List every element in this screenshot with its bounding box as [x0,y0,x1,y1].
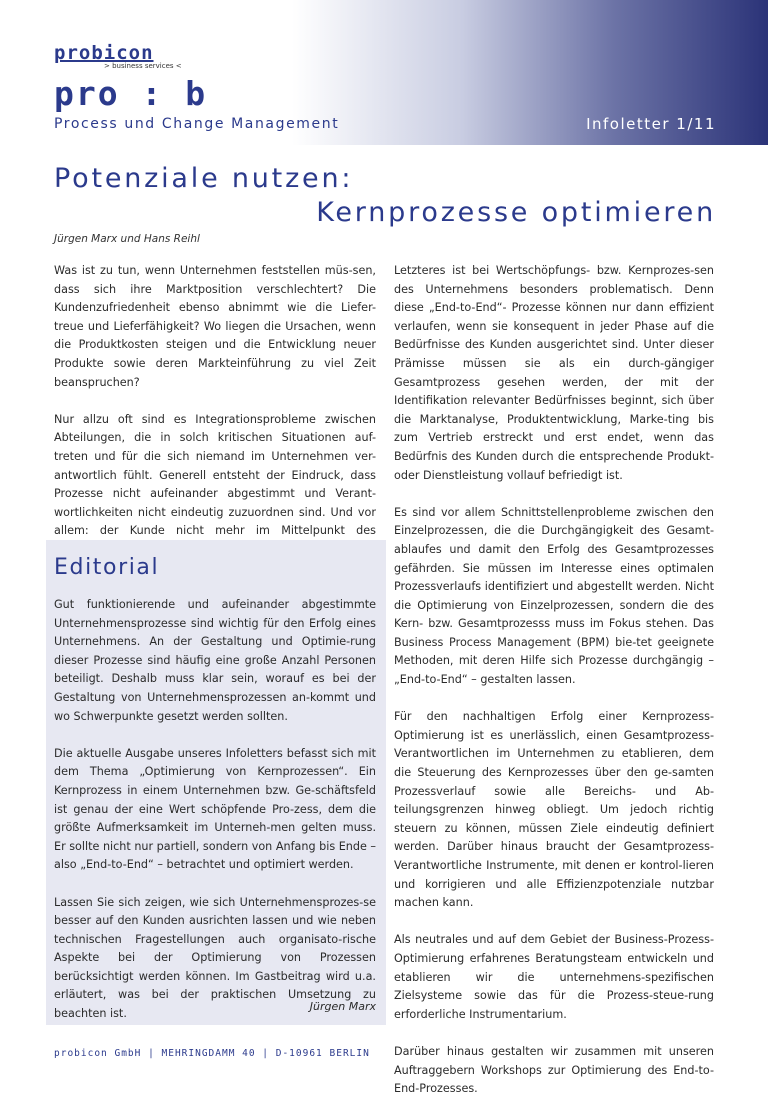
article-headline [54,162,716,230]
article-paragraph: Nur allzu oft sind es Integrationsprobleme zwischen Abteilungen, die in solch kritischen Situationen auf-treten und für die sich niemand im Unternehmen ver-antwortlich fühlt. Generell entsteht der Eindruck, dass Prozesse nicht aufeinander abgestimmt und Verant-wortlichkeiten nicht eindeutig zuzuordnen sind. Und vor allem: der Kunde nicht mehr im Mittelpunkt des [54,412,376,538]
article-right-column [394,262,714,1117]
issue-label: Infoletter 1/11 [586,115,716,133]
article-paragraph: Es sind vor allem Schnittstellenprobleme zwischen den Einzelprozessen, die die Durchgängigkeit des Gesamt-ablaufes und damit den Erfolg des Gesamtprozesses gefährden. Sie müssen im Interesse eines optimalen Prozessverlaufs identifiziert und abgestellt werden. Nicht die Optimierung von Einzelprozessen, sondern die des Kern- bzw. Gesamtprozesss muss im Fokus stehen. Das Business Process Management (BPM) bie-tet geeignete Methoden, mit deren Hilfe sich Prozesse durchgängig – „End-to-End“ – gestalten lassen. [394,505,714,687]
article-paragraph: Letzteres ist bei Wertschöpfungs- bzw. Kernprozes-sen des Unternehmens besonders problematisch. Denn diese „End-to-End“- Prozesse können nur dann effizient verlaufen, wenn sie konsequent in jeder Phase auf die Bedürfnisse des Kunden ausgerichtet sind. Unter dieser Prämisse müssen sie als ein durch-gängiger Gesamtprozess gesehen werden, der mit der Identifikation relevanter Bedürfnisses beginnt, sich über die Marktanalyse, Produktentwicklung, Marke-ting bis zum Vertrieb erstreckt und erst endet, wenn das Bedürfnis des Kunden durch die entsprechende Produkt- oder Dienstleistung vollauf befriedigt ist. [394,264,714,482]
footer-address: probicon GmbH | MEHRINGDAMM 40 | D-10961 BERLIN [54,1048,370,1059]
editorial-body [54,596,376,1042]
editorial-paragraph: Die aktuelle Ausgabe unseres Infoletters befasst sich mit dem Thema „Optimierung von Kernprozessen“. Ein Kernprozess in einem Unternehmen bzw. Ge-schäftsfeld ist genau der eine Wert schöpfende Pro-zess, dem die größte Aufmerksamkeit im Unterneh-men gelten muss. Er sollte nicht nur partiell, sondern von Anfang bis Ende – also „End-to-End“ – betrachtet und optimiert werden. [54,746,377,872]
headline-line-2: Kernprozesse optimieren [316,197,716,228]
article-paragraph: Für den nachhaltigen Erfolg einer Kernprozess-Optimierung ist es unerlässlich, einen Gesamtprozess-Verantwortlichen im Unternehmen zu etablieren, dem die Steuerung des Kernprozesses über den ge-samten Prozessverlauf sowie alle Bereichs- und Ab-teilungsgrenzen hinweg obliegt. Um jedoch richtig steuern zu können, müssen Ziele eindeutig definiert werden. Darüber hinaus braucht der Gesamtprozess-Verantwortliche Instrumente, mit denen er kontrol-lieren und korrigieren und alle Effizienzpotenziale nutzbar machen kann. [394,710,714,910]
editorial-signature: Jürgen Marx [309,1000,376,1013]
logo-wordmark: probicon [54,42,154,64]
headline-line-1: Potenziale nutzen: [54,163,354,194]
brand-subtitle: Process und Change Management [54,116,340,132]
article-paragraph: Als neutrales und auf dem Gebiet der Business-Prozess-Optimierung erfahrenes Beratungsteam entwickeln und etablieren wir die unternehmens-spezifischen Zielsysteme sowie das für die Prozess-steue-rung erforderliche Instrumentarium. [394,933,714,1021]
article-paragraph: Was ist zu tun, wenn Unternehmen feststellen müs-sen, dass sich ihre Marktposition verschlechtert? Die Kundenzufriedenheit ebenso abnimmt wie die Liefer-treue und Lieferfähigkeit? Wo liegen die Ursachen, wenn die Produktkosten steigen und die Entwicklung neuer Produkte sowie deren Markteinführung zu viel Zeit beanspruchen? [54,264,376,389]
editorial-paragraph: Lassen Sie sich zeigen, wie sich Unternehmensprozes-se besser auf den Kunden ausrichten lassen und wie neben technischen Fragestellungen auch organisato-rische Aspekte bei der Optimierung von Prozessen berücksichtigt werden können. Im Gastbeitrag wird u.a. erläutert, was bei der praktischen Umsetzung zu beachten ist. [54,895,376,1021]
article-paragraph: Darüber hinaus gestalten wir zusammen mit unseren Auftraggebern Workshops zur Optimierung des End-to-End-Prozesses. [394,1044,714,1096]
probicon-logo [54,42,182,70]
brand-title: pro : b [54,74,208,113]
article-authors: Jürgen Marx und Hans Reihl [54,233,200,245]
editorial-paragraph: Gut funktionierende und aufeinander abgestimmte Unternehmensprozesse sind wichtig für den Erfolg eines Unternehmens. An der Gestaltung und Optimie-rung dieser Prozesse sind häufig eine große Anzahl Personen beteiligt. Deshalb muss klar sein, worauf es bei der Gestaltung von Unternehmensprozessen an-kommt und wo Schwerpunkte gesetzt werden sollten. [54,598,376,723]
editorial-title: Editorial [54,555,160,580]
article-left-column [54,262,376,578]
logo-tagline: > business services < [104,62,182,70]
